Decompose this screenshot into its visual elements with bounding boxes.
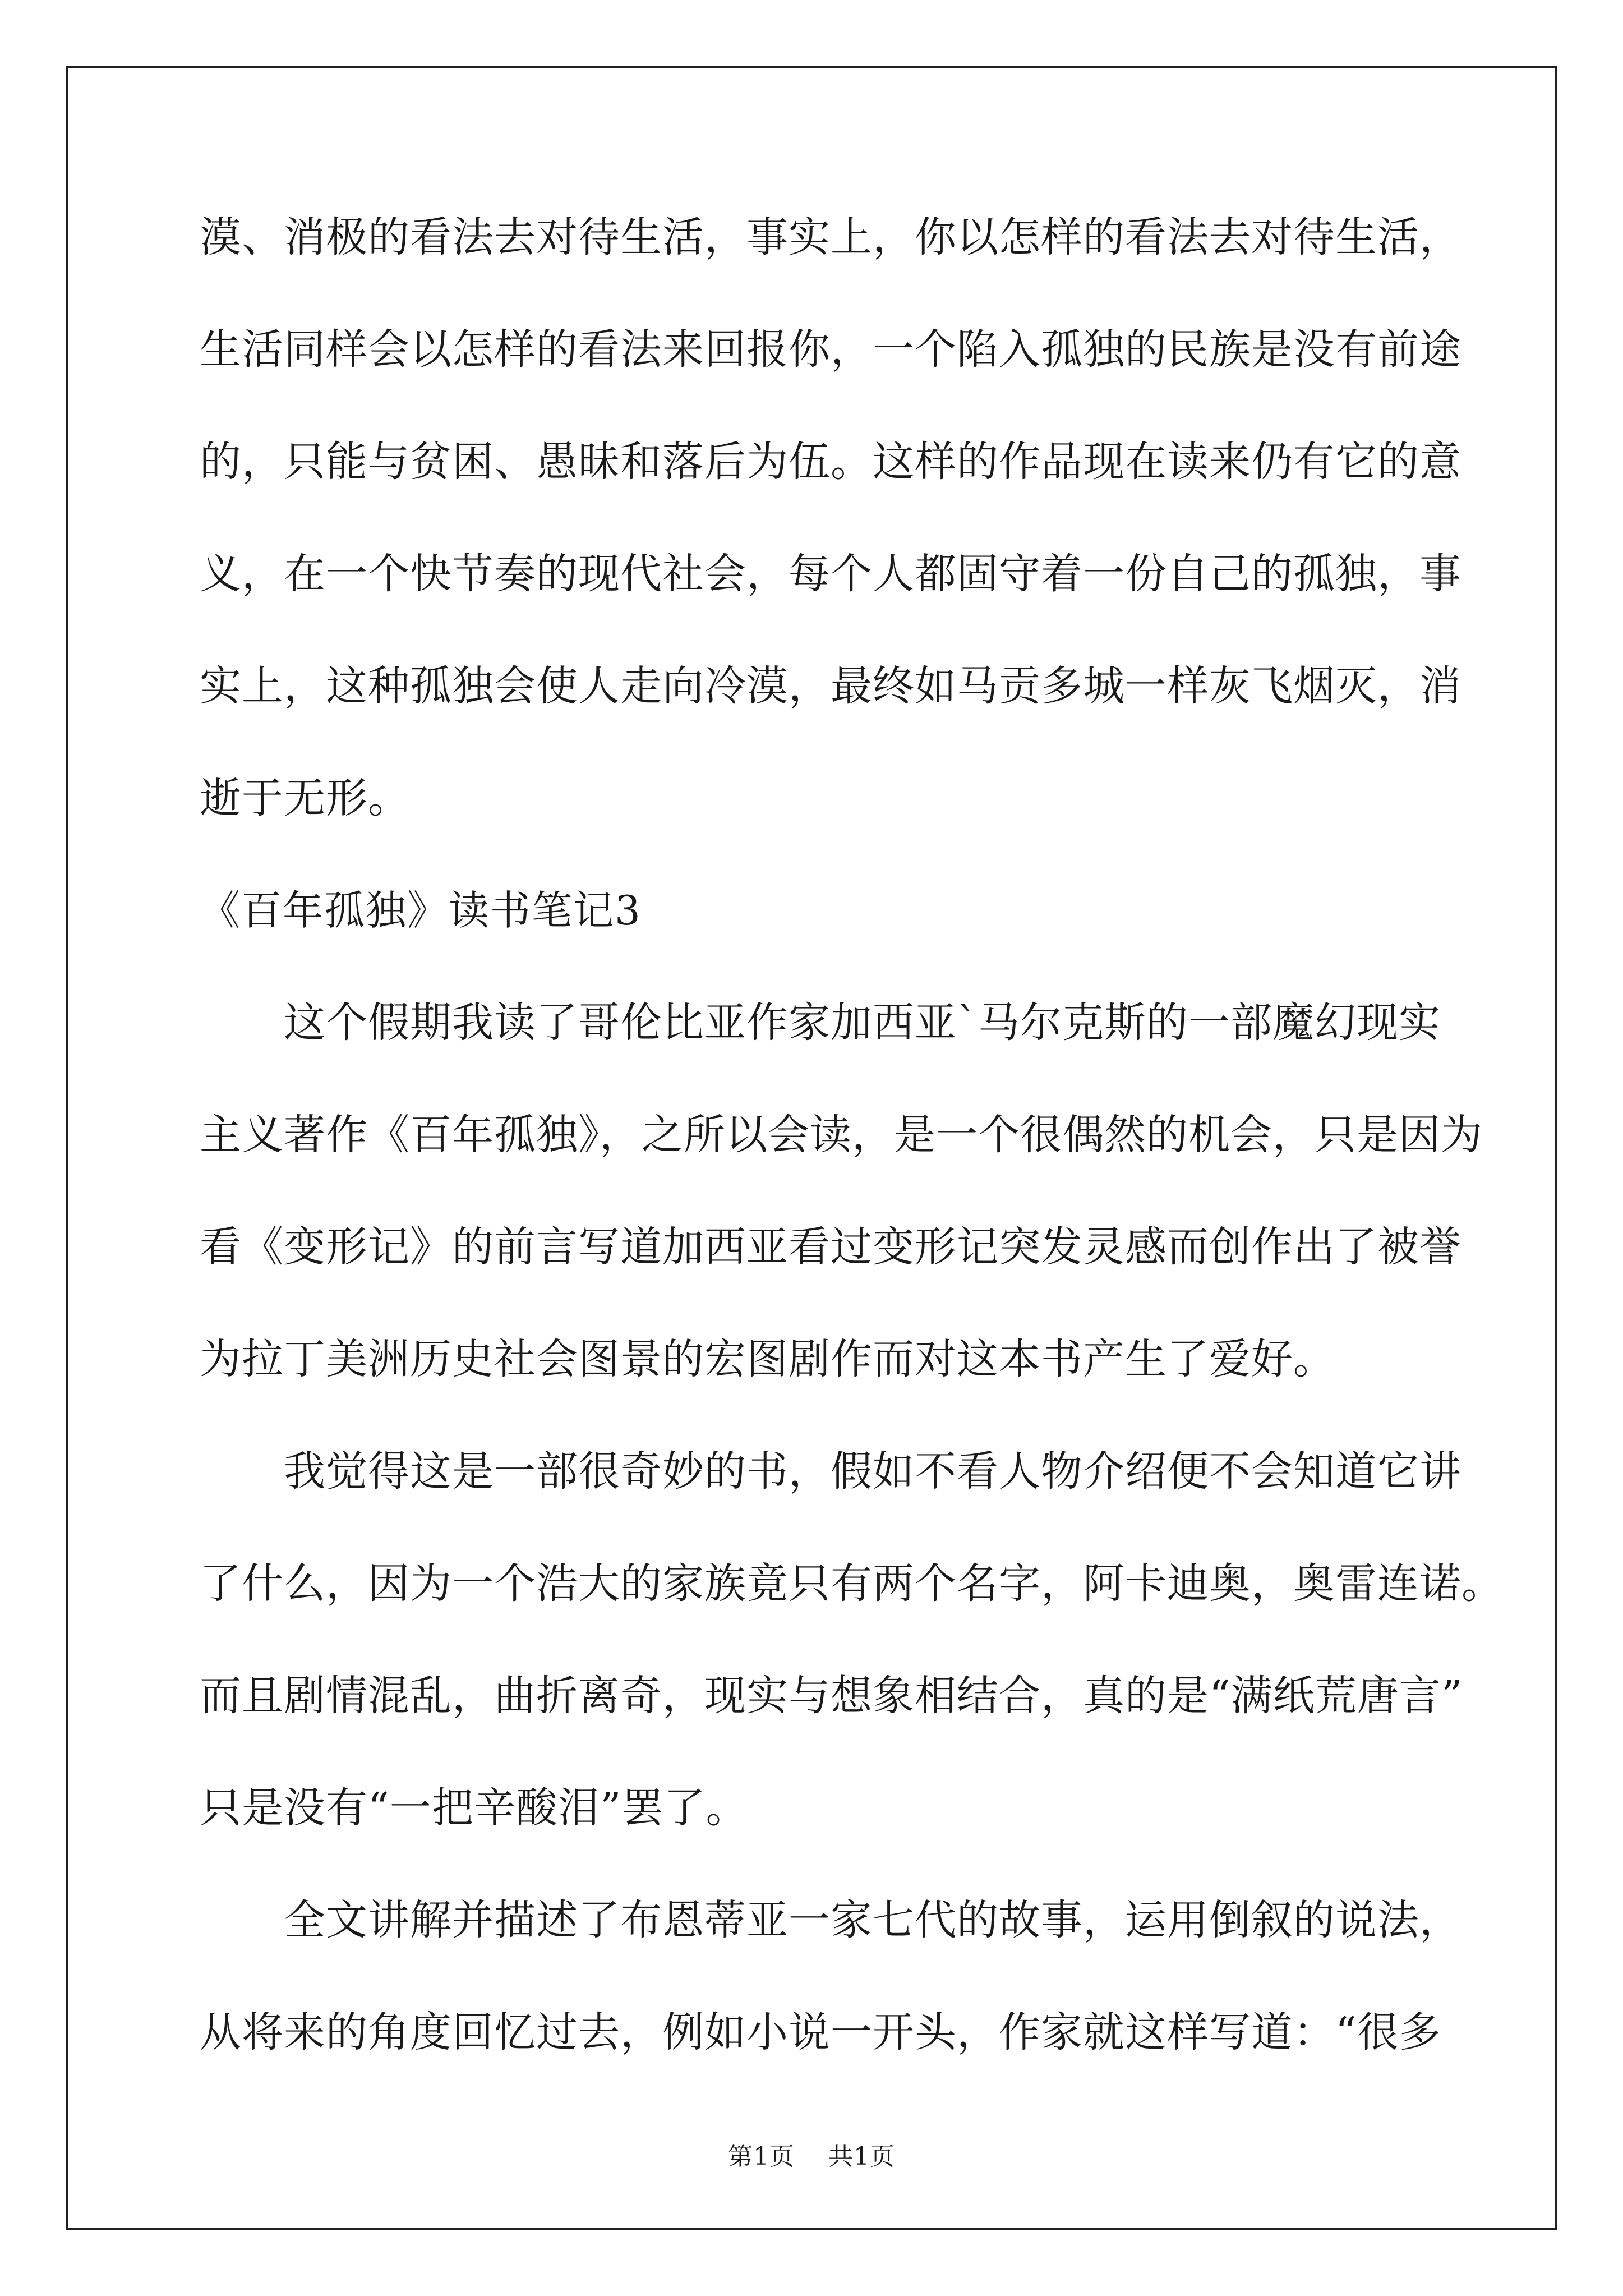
text-line: 从将来的角度回忆过去，例如小说一开头，作家就这样写道：“很多 bbox=[200, 2008, 1441, 2056]
page-number: 第1页 bbox=[728, 2142, 795, 2171]
text-line: 漠、消极的看法去对待生活，事实上，你以怎样的看法去对待生活， bbox=[200, 213, 1461, 261]
text-line: 主义著作《百年孤独》，之所以会读，是一个很偶然的机会，只是因为 bbox=[200, 1111, 1483, 1159]
paragraph-first-line: 我觉得这是一部很奇妙的书，假如不看人物介绍便不会知道它讲 bbox=[284, 1447, 1461, 1496]
text-line: 的，只能与贫困、愚昧和落后为伍。这样的作品现在读来仍有它的意 bbox=[200, 438, 1461, 486]
text-line: 看《变形记》的前言写道加西亚看过变形记突发灵感而创作出了被誉 bbox=[200, 1223, 1461, 1271]
page-total: 共1页 bbox=[828, 2142, 895, 2171]
text-line: 只是没有“一把辛酸泪”罢了。 bbox=[200, 1784, 748, 1832]
section-heading: 《百年孤独》读书笔记3 bbox=[200, 887, 642, 934]
text-line: 了什么，因为一个浩大的家族竟只有两个名字，阿卡迪奥，奥雷连诺。 bbox=[200, 1559, 1504, 1608]
paragraph-first-line: 全文讲解并描述了布恩蒂亚一家七代的故事，运用倒叙的说法， bbox=[284, 1896, 1461, 1944]
page-footer bbox=[0, 2136, 1623, 2172]
text-line: 为拉丁美洲历史社会图景的宏图剧作而对这本书产生了爱好。 bbox=[200, 1335, 1335, 1383]
text-line: 而且剧情混乱，曲折离奇，现实与想象相结合，真的是“满纸荒唐言” bbox=[200, 1672, 1463, 1720]
text-line: 义，在一个快节奏的现代社会，每个人都固守着一份自己的孤独，事 bbox=[200, 550, 1461, 598]
text-line: 逝于无形。 bbox=[200, 774, 410, 822]
document-body bbox=[200, 209, 1504, 2116]
text-line: 生活同样会以怎样的看法来回报你，一个陷入孤独的民族是没有前途 bbox=[200, 325, 1461, 374]
paragraph-first-line: 这个假期我读了哥伦比亚作家加西亚`马尔克斯的一部魔幻现实 bbox=[284, 999, 1441, 1047]
text-line: 实上，这种孤独会使人走向冷漠，最终如马贡多城一样灰飞烟灭，消 bbox=[200, 662, 1461, 710]
